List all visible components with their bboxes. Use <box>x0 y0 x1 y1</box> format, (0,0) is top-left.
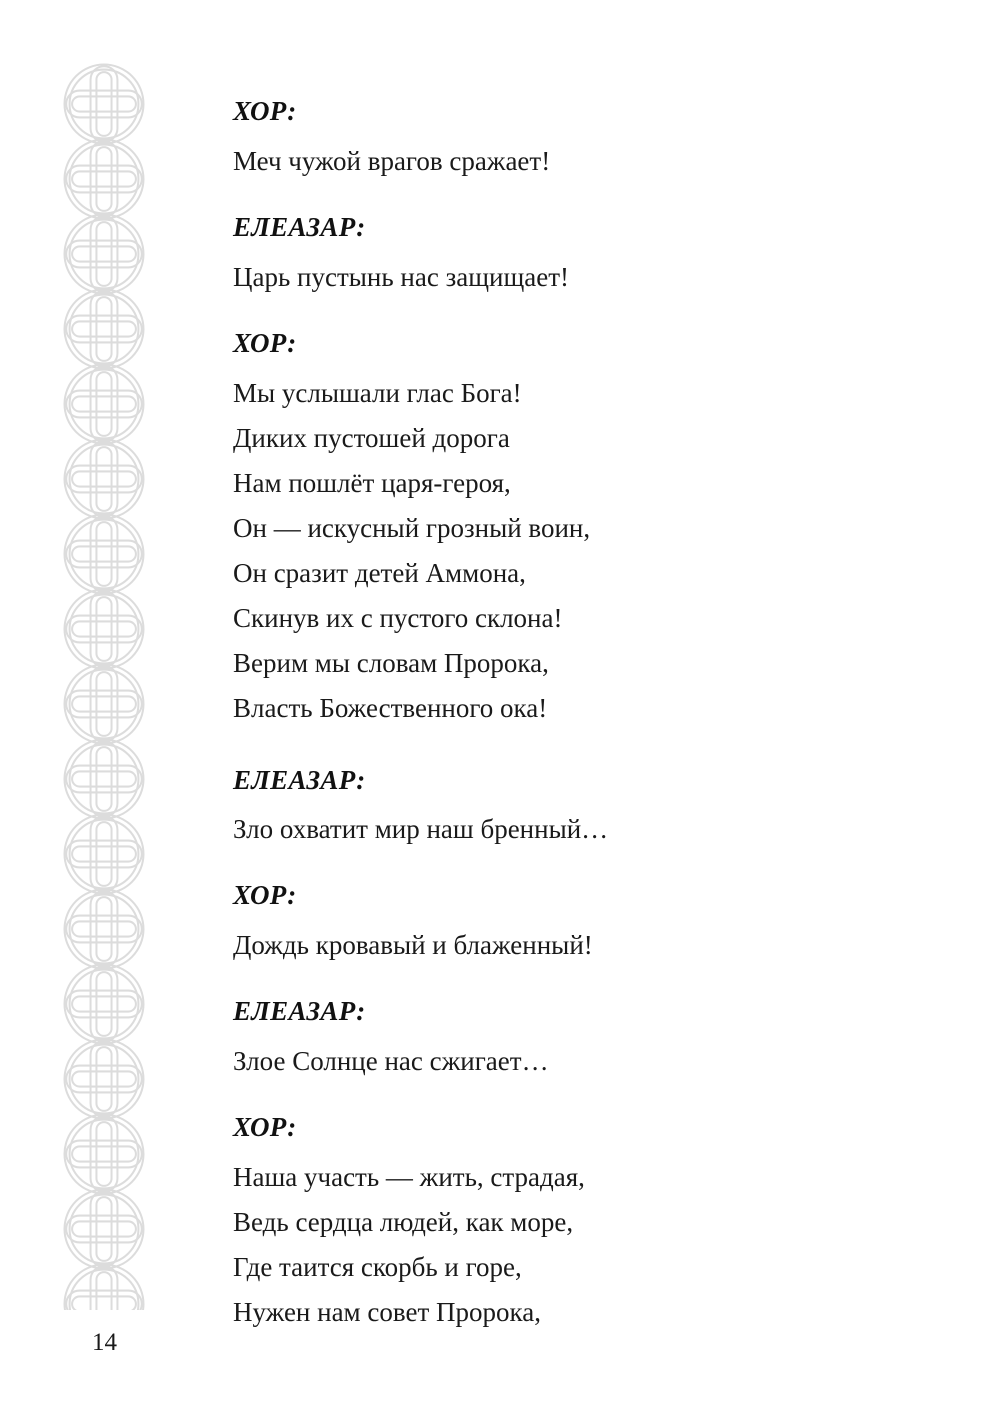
verse-text-block <box>233 96 873 1335</box>
verse-line: Царь пустынь нас защищает! <box>233 261 570 292</box>
speaker-heading: ХОР: <box>233 327 297 358</box>
verse-line: Диких пустошей дорога <box>233 422 510 453</box>
verse-line: Дождь кровавый и блаженный! <box>233 930 593 961</box>
stanza <box>233 807 873 852</box>
verse-line: Злое Солнце нас сжигает… <box>233 1046 549 1077</box>
speech <box>233 96 873 184</box>
verse-line: Скинув их с пустого склона! <box>233 602 563 633</box>
stanza <box>233 139 873 184</box>
celtic-knot-medallion-icon <box>62 1112 146 1196</box>
celtic-knot-medallion-icon <box>62 62 146 146</box>
verse-line: Он сразит детей Аммона, <box>233 557 526 588</box>
speaker-heading: ХОР: <box>233 880 297 911</box>
verse-line: Он — искусный грозный воин, <box>233 512 591 543</box>
stanza <box>233 371 873 731</box>
celtic-knot-medallion-icon <box>62 812 146 896</box>
speech <box>233 1112 873 1335</box>
celtic-knot-medallion-icon <box>62 212 146 296</box>
speaker-heading: ХОР: <box>233 1112 297 1143</box>
celtic-knot-medallion-icon <box>62 662 146 746</box>
stanza <box>233 255 873 300</box>
stanza <box>233 923 873 968</box>
verse-line: Нам пошлёт царя-героя, <box>233 467 511 498</box>
celtic-knot-medallion-icon <box>62 1037 146 1121</box>
verse-line: Ведь сердца людей, как море, <box>233 1207 574 1238</box>
celtic-knot-medallion-icon <box>62 287 146 371</box>
stanza <box>233 1155 873 1335</box>
verse-line: Где таится скорбь и горе, <box>233 1252 522 1283</box>
speaker-heading: ЕЛЕАЗАР: <box>233 211 366 242</box>
verse-line: Власть Божественного ока! <box>233 692 548 723</box>
celtic-knot-medallion-icon <box>62 1187 146 1271</box>
speech <box>233 880 873 968</box>
speaker-heading: ХОР: <box>233 96 297 126</box>
speech <box>233 212 873 300</box>
celtic-knot-medallion-icon <box>62 362 146 446</box>
celtic-knot-medallion-icon <box>62 587 146 671</box>
speaker-heading: ЕЛЕАЗАР: <box>233 764 366 795</box>
ornament-column <box>62 62 150 1310</box>
speech <box>233 765 873 853</box>
celtic-knot-medallion-icon <box>62 1262 146 1310</box>
celtic-knot-medallion-icon <box>62 437 146 521</box>
verse-line: Нужен нам совет Пророка, <box>233 1297 541 1328</box>
speech <box>233 996 873 1084</box>
speech <box>233 328 873 731</box>
verse-line: Меч чужой врагов сражает! <box>233 145 551 176</box>
verse-line: Мы услышали глас Бога! <box>233 377 522 408</box>
celtic-knot-medallion-icon <box>62 962 146 1046</box>
celtic-knot-medallion-icon <box>62 137 146 221</box>
celtic-knot-medallion-icon <box>62 737 146 821</box>
verse-line: Наша участь — жить, страдая, <box>233 1162 585 1193</box>
page-number: 14 <box>92 1329 117 1356</box>
celtic-knot-medallion-icon <box>62 887 146 971</box>
celtic-knot-medallion-icon <box>62 512 146 596</box>
stanza <box>233 1039 873 1084</box>
verse-line: Зло охватит мир наш бренный… <box>233 814 609 845</box>
speaker-heading: ЕЛЕАЗАР: <box>233 996 366 1027</box>
verse-line: Верим мы словам Пророка, <box>233 647 549 678</box>
